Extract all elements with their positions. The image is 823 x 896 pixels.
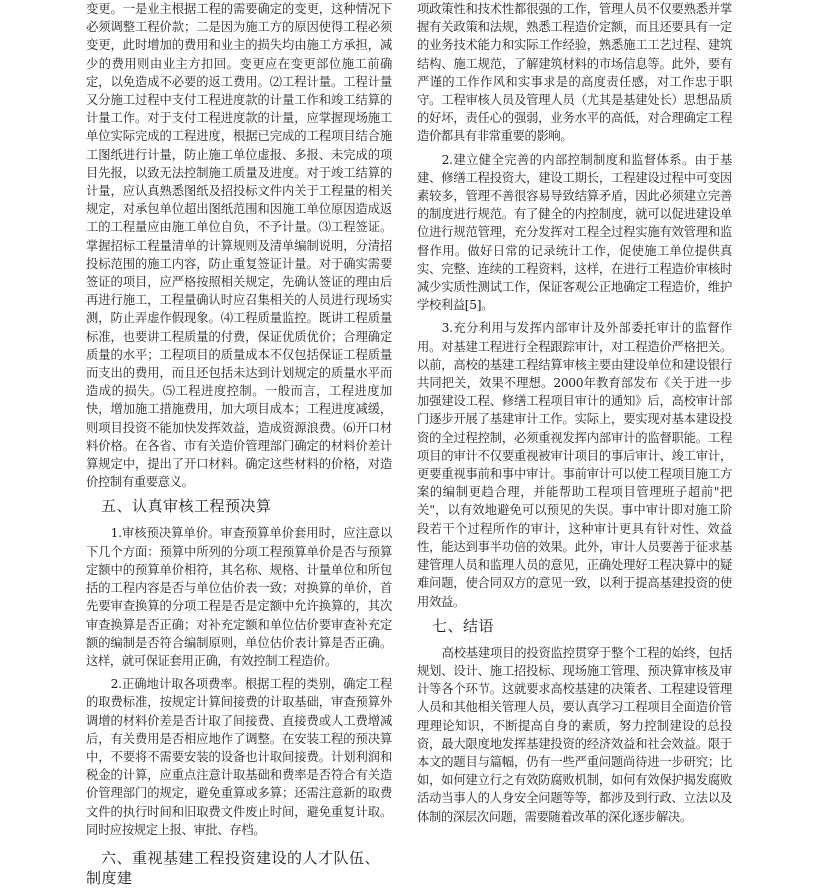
paragraph-conclusion: 高校基建项目的投资监控贯穿于整个工程的始终，包括规划、设计、施工招投标、现场施工管理、预决算审核及审计等各个环节。这就要求高校基建的决策者、工程建设管理人员和其他相关管理人员，要认真学习工程项目全面造价管理理论知识，不断提高自身的素质，努力控制建设的总投资，最大限度地发挥基建投资的经济效益和社会效益。限于本文的题目与篇幅，仍有一些严重问题尚待进一步研究；比如，如何建立行之有效防腐败机制，如何有效保护揭发腐败活动当事人的人身安全问题等等，都涉及到行政、立法以及体制的深层次问题，需要随着改革的深化逐步解决。 bbox=[417, 645, 732, 824]
paragraph-internal-control: 2.建立健全完善的内部控制制度和监督体系。由于基建、修缮工程投资大，建设工期长，工程建设过程中可变因素较多，管理不善很容易导致结算矛盾，因此必须建立完善的制度进行规范。有了健全的内控制度，就可以促进建设单位进行规范管理，充分发挥对工程全过程实施有效管理和监督作用。做好日常的记录统计工作，促使施工单位提供真实、完整、连续的工程资料，这样，在进行工程造价审核时减少实质性测试工作，保证客观公正地确定工程造价，维护学校利益[5]。 bbox=[417, 152, 732, 313]
paragraph-fee-rates: 2.正确地计取各项费率。根据工程的类别，确定工程的取费标准，按规定计算间接费的计取基础，审查预算外调增的材料价差是否计取了间接费、直接费或人工费增减后，有关费用是否相应地作了调整。在安装工程的预决算中，不要将不需要安装的设备也计取间接费。计划利润和税金的计算，应重点注意计取基础和费率是否符合有关造价管理部门的规定，避免重算或多算；还需注意新的取费文件的执行时间和旧取费文件废止时间，避免重复计取。同时应按规定上报、审批、存档。 bbox=[86, 677, 392, 837]
paragraph-audit-supervision: 3.充分利用与发挥内部审计及外部委托审计的监督作用。对基建工程进行全程跟踪审计，对工程造价严格把关。以前，高校的基建工程结算审核主要由建设单位和建设银行共同把关，效果不理想。2000年教育部发布《关于进一步加强建设工程、修缮工程项目审计的通知》后，高校审计部门逐步开展了基建审计工作。实际上，要实现对基本建设投资的全过程控制，必须重视发挥内部审计的监督职能。工程项目的审计不仅要重视被审计项目的事后审计、竣工审计，更要重视事前和事中审计。事前审计可以使工程项目施工方案的编制更趋合理，并能帮助工程项目管理班子超前"把关"，以有效地避免可以预见的失误。事中审计即对施工阶段若干个过程所作的审计，这种审计更具有针对性、效益性，能达到事半功倍的效果。此外，审计人员要善于征求基建管理人员和监理人员的意见，正确处理好工程决算中的疑难问题，使合同双方的意见一致，以利于提高基建投资的使用效益。 bbox=[417, 321, 732, 609]
section-heading-7: 七、结语 bbox=[432, 616, 495, 635]
section-heading-5: 五、认真审核工程预决算 bbox=[101, 497, 272, 516]
left-column bbox=[86, 0, 392, 896]
paragraph-staff-quality: 项政策性和技术性都很强的工作，管理人员不仅要熟悉并掌握有关政策和法规，熟悉工程造价定额，而且还要具有一定的业务技术能力和实际工作经验，熟悉施工工艺过程、建筑结构、施工规范，了解建筑材料的市场信息等。此外，要有严谨的工作作风和实事求是的高度责任感，对工作忠于职守。工程审核人员及管理人员（尤其是基建处长）思想品质的好坏，责任心的强弱，业务水平的高低，对合理确定工程造价都具有非常重要的影响。 bbox=[417, 2, 732, 144]
right-column bbox=[417, 0, 732, 831]
paragraph-unit-price-review: 1.审核预决算单价。审查预算单价套用时，应注意以下几个方面：预算中所列的分项工程预算单价是否与预算定额中的预算单价相符，其名称、规格、计量单位和所包括的工程内容是否与单位估价表一致；对换算的单价，首先要审查换算的分项工程是否是定额中允许换算的，其次审查换算是否正确；对补充定额和单位估价要审查补充定额的编制是否符合编制原则，单位估价表计算是否正确。这样，就可保证套用正确，有效控制工程造价。 bbox=[86, 526, 392, 668]
section-heading-6: 六、重视基建工程投资建设的人才队伍、制度建 bbox=[86, 848, 381, 887]
paragraph-cost-control-items: 变更。一是业主根据工程的需要确定的变更，这种情况下必须调整工程价款；二是因为施工方的原因使得工程必须变更，此时增加的费用和业主的损失均由施工方承担，减少的费用则由业主方扣回。变更应在变更部位施工前确定，以免造成不必要的返工费用。⑵工程计量。工程计量又分施工过程中支付工程进度款的计量工作和竣工结算的计量工作。对于支付工程进度款的计量，应掌握现场施工单位实际完成的工程进度，根据已完成的工程项目结合施工图纸进行计量，防止施工单位虚报、多报、未完成的项目先报，以致无法控制施工质量及进度。对于竣工结算的计量，应认真熟悉图纸及招投标文件内关于工程量的相关规定，对承包单位超出图纸范围和因施工单位原因造成返工的工程量应由施工单位自负，不予计量。⑶工程签证。掌握招标工程量清单的计算规则及清单编制说明，分清招投标范围的施工内容，防止重复签证计量。对于确实需要签证的项目，应严格按照相关规定，先确认签证的理由后再进行施工，工程量确认时应召集相关的人员进行现场实测，防止弄虚作假现象。⑷工程质量监控。既讲工程质量标准，也要讲工程质量的付费，保证优质优价；合理确定质量的水平；工程项目的质量成本不仅包括保证工程质量而支出的费用，而且还包括未达到计划规定的质量水平而造成的损失。⑸工程进度控制。一般而言，工程进度加快，增加施工措施费用，加大项目成本；工程进度减缓，则项目投资不能加快发挥效益，造成资源浪费。⑹开口材料价格。在各省、市有关造价管理部门确定的材料价差计算规定中，提出了开口材料。确定这些材料的价格，对造价控制有重要意义。 bbox=[86, 2, 392, 490]
